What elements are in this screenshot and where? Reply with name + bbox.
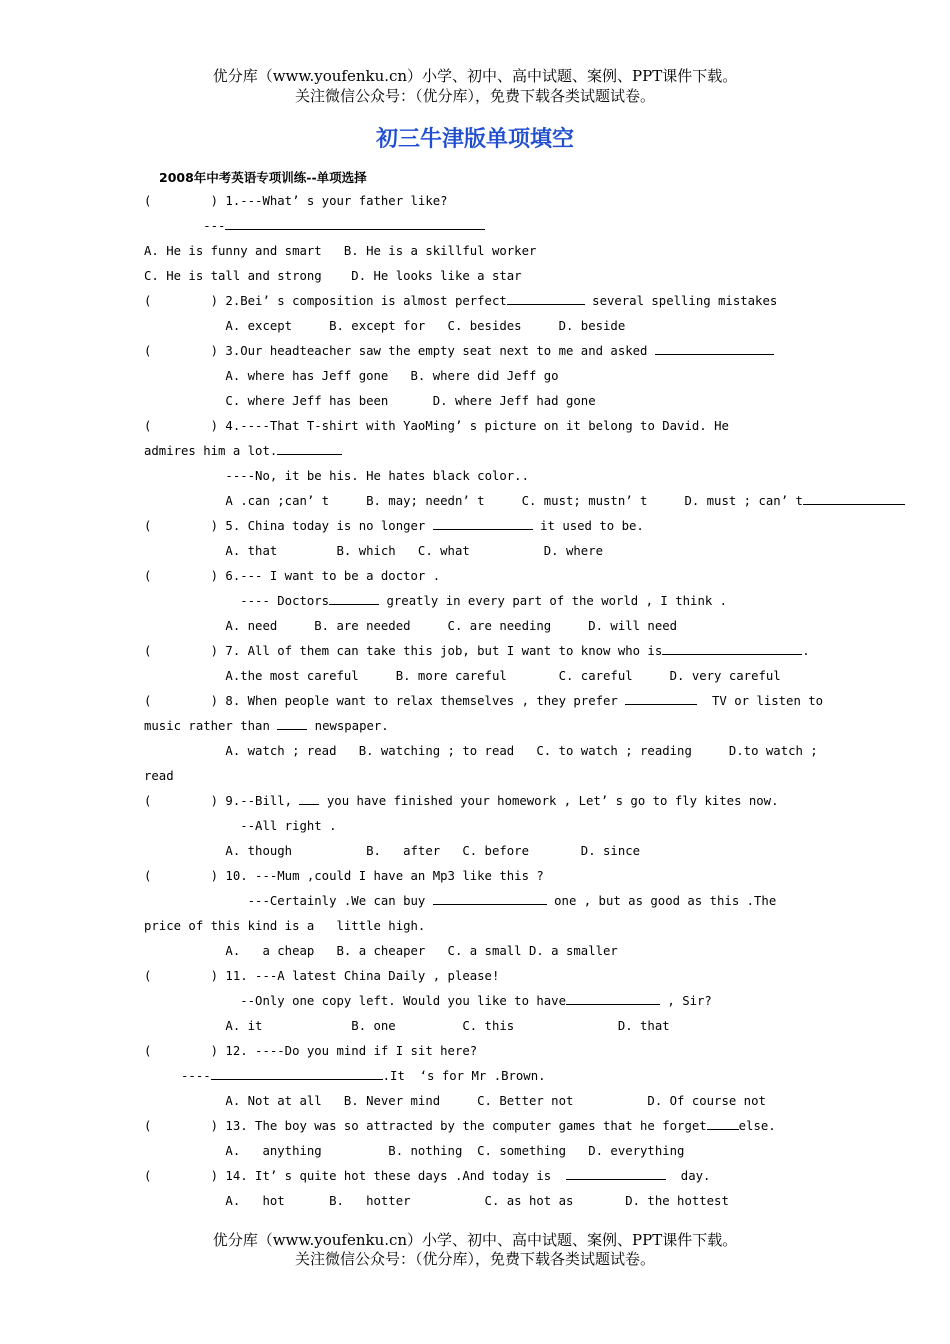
question-line	[144, 543, 603, 559]
line-text: ( ) 1.---What’ s your father like?	[144, 194, 448, 208]
line-text: ---- Doctors	[144, 594, 330, 608]
footer-line-1: 优分库（www.youfenku.cn）小学、初中、高中试题、案例、PPT课件下载。	[212, 1231, 738, 1249]
line-text: ( ) 10. ---Mum ,could I have an Mp3 like this ?	[144, 869, 544, 883]
line-text: ( ) 3.Our headteacher saw the empty seat next to me and asked	[144, 344, 655, 358]
question-line	[144, 1093, 766, 1109]
line-text-after: .	[802, 644, 810, 658]
line-text: ---Certainly .We can buy	[144, 894, 433, 908]
line-text-after: belong to David. He	[580, 419, 729, 433]
line-text: music rather than	[144, 719, 278, 733]
question-line	[144, 593, 727, 609]
question-line	[144, 193, 448, 209]
line-text: admires him a lot.	[144, 444, 278, 458]
answer-blank	[566, 993, 660, 1005]
question-line	[144, 1043, 477, 1059]
line-text-after: TV or listen to	[697, 694, 824, 708]
line-text: ( ) 7. All of them can take this job, but I want to know who is	[144, 644, 663, 658]
line-text-after: .It ‘s for Mr .Brown.	[382, 1069, 546, 1083]
question-line	[144, 1118, 776, 1134]
section-subtitle: 2008年中考英语专项训练--单项选择	[159, 170, 367, 185]
question-line	[144, 668, 781, 684]
line-text: ( ) 13. The boy was so attracted by the computer games that he forget	[144, 1119, 707, 1133]
page-title: 初三牛津版单项填空	[375, 127, 574, 152]
line-text: C. He is tall and strong D. He looks like a star	[144, 269, 522, 283]
line-text: A. watch ; read B. watching ; to read C. to watch ; reading D.to watch ;	[144, 744, 818, 758]
line-text: A. that B. which C. what D. where	[144, 544, 604, 558]
line-text-after: be his. He hates black color..	[299, 469, 529, 483]
answer-blank	[433, 518, 533, 530]
line-text: A. it B. one C. this D. that	[144, 1019, 670, 1033]
line-text: A. though B. after C. before D. since	[144, 844, 641, 858]
line-text: A .can ;can’ t B. may; needn’ t C. must; mustn’ t D. must ; can’ t	[144, 494, 803, 508]
answer-blank	[707, 1118, 739, 1130]
line-text: A. need B. are needed C. are needing D. will need	[144, 619, 678, 633]
question-line	[144, 443, 342, 459]
line-text-after: you have finished your homework , Let’ s go to fly kites now.	[319, 794, 779, 808]
line-text: A. where has Jeff gone B. where did Jeff go	[144, 369, 559, 383]
question-line	[144, 743, 818, 759]
line-text: ( ) 11. ---A latest China Daily , please!	[144, 969, 500, 983]
question-line	[144, 568, 440, 584]
question-line	[144, 1068, 546, 1084]
question-line	[144, 893, 776, 909]
line-text: read	[144, 769, 174, 783]
question-line	[144, 393, 596, 409]
line-text: A. except B. except for C. besides D. beside	[144, 319, 626, 333]
line-text: ----No, it	[144, 469, 300, 483]
answer-blank	[566, 1168, 666, 1180]
line-text: --Only one copy left. Would you like to have	[144, 994, 566, 1008]
question-line	[144, 1143, 684, 1159]
question-line	[144, 493, 905, 509]
answer-blank	[433, 893, 547, 905]
line-text: A.the most careful B. more careful C. careful D. very careful	[144, 669, 781, 683]
answer-blank	[803, 493, 905, 505]
answer-blank	[299, 793, 319, 805]
question-line	[144, 343, 774, 359]
line-text-after: day.	[666, 1169, 711, 1183]
question-line	[144, 468, 529, 484]
line-text: ( ) 14. It’ s quite hot these days .And today is	[144, 1169, 566, 1183]
line-text: A. anything B. nothing C. something D. everything	[144, 1144, 685, 1158]
line-text: A. a cheap B. a cheaper C. a small D. a smaller	[144, 944, 618, 958]
line-text-after: greatly in every part of the world , I think .	[379, 594, 728, 608]
answer-blank	[655, 343, 774, 355]
header-line-2: 关注微信公众号：（优分库），免费下载各类试题试卷。	[294, 87, 655, 105]
question-line	[144, 243, 536, 259]
line-text: ( ) 9.--Bill,	[144, 794, 300, 808]
question-line	[144, 1168, 710, 1184]
line-text: ( ) 8. When people want to relax themselves , they prefer	[144, 694, 626, 708]
answer-blank	[225, 218, 485, 230]
question-line	[144, 918, 425, 934]
question-line	[144, 768, 174, 784]
footer-line-2: 关注微信公众号：（优分库），免费下载各类试题试卷。	[294, 1250, 655, 1268]
line-text-after: it used to be.	[532, 519, 644, 533]
line-text: A. hot B. hotter C. as hot as D. the hottest	[144, 1194, 729, 1208]
question-line	[144, 968, 499, 984]
question-line	[144, 843, 640, 859]
answer-blank	[662, 643, 802, 655]
line-text: ( ) 12. ----Do you mind if I sit here?	[144, 1044, 478, 1058]
question-line	[144, 1193, 729, 1209]
answer-blank	[277, 443, 342, 455]
question-line	[144, 418, 729, 434]
line-text: ( ) 6.--- I want to be a doctor .	[144, 569, 441, 583]
question-line	[144, 818, 337, 834]
question-line	[144, 318, 625, 334]
line-text: A. Not at all B. Never mind C. Better not D. Of course not	[144, 1094, 766, 1108]
line-text: A. He is funny and smart B. He is a skillful worker	[144, 244, 537, 258]
question-line	[144, 1018, 670, 1034]
header-line-1: 优分库（www.youfenku.cn）小学、初中、高中试题、案例、PPT课件下载。	[212, 67, 738, 85]
line-text: --All right .	[144, 819, 337, 833]
line-text: ( ) 2.Bei’ s composition is almost perfect	[144, 294, 507, 308]
question-line	[144, 643, 810, 659]
line-text: ( ) 5. China today is no longer	[144, 519, 433, 533]
question-line	[144, 793, 779, 809]
question-line	[144, 868, 544, 884]
question-line	[144, 993, 712, 1009]
question-line	[144, 293, 777, 309]
line-text: ----	[144, 1069, 211, 1083]
answer-blank	[507, 293, 585, 305]
line-text-after: one , but as good as this .The	[546, 894, 777, 908]
question-line	[144, 943, 618, 959]
line-text: ( ) 4.----That T-shirt with YaoMing’ s picture on it	[144, 419, 581, 433]
question-line	[144, 218, 485, 234]
question-line	[144, 718, 389, 734]
line-text-after: , Sir?	[660, 994, 712, 1008]
answer-blank	[625, 693, 697, 705]
answer-blank	[329, 593, 379, 605]
line-text-after: several spelling mistakes	[584, 294, 778, 308]
line-text: price of this kind is a little high.	[144, 919, 426, 933]
question-line	[144, 268, 522, 284]
answer-blank	[211, 1068, 383, 1080]
question-line	[144, 618, 677, 634]
line-text: C. where Jeff has been D. where Jeff had gone	[144, 394, 596, 408]
question-line	[144, 368, 559, 384]
line-text-after: newspaper.	[307, 719, 389, 733]
question-line	[144, 693, 823, 709]
line-text: ---	[144, 219, 226, 233]
question-line	[144, 518, 644, 534]
line-text-after: else.	[738, 1119, 776, 1133]
answer-blank	[277, 718, 307, 730]
